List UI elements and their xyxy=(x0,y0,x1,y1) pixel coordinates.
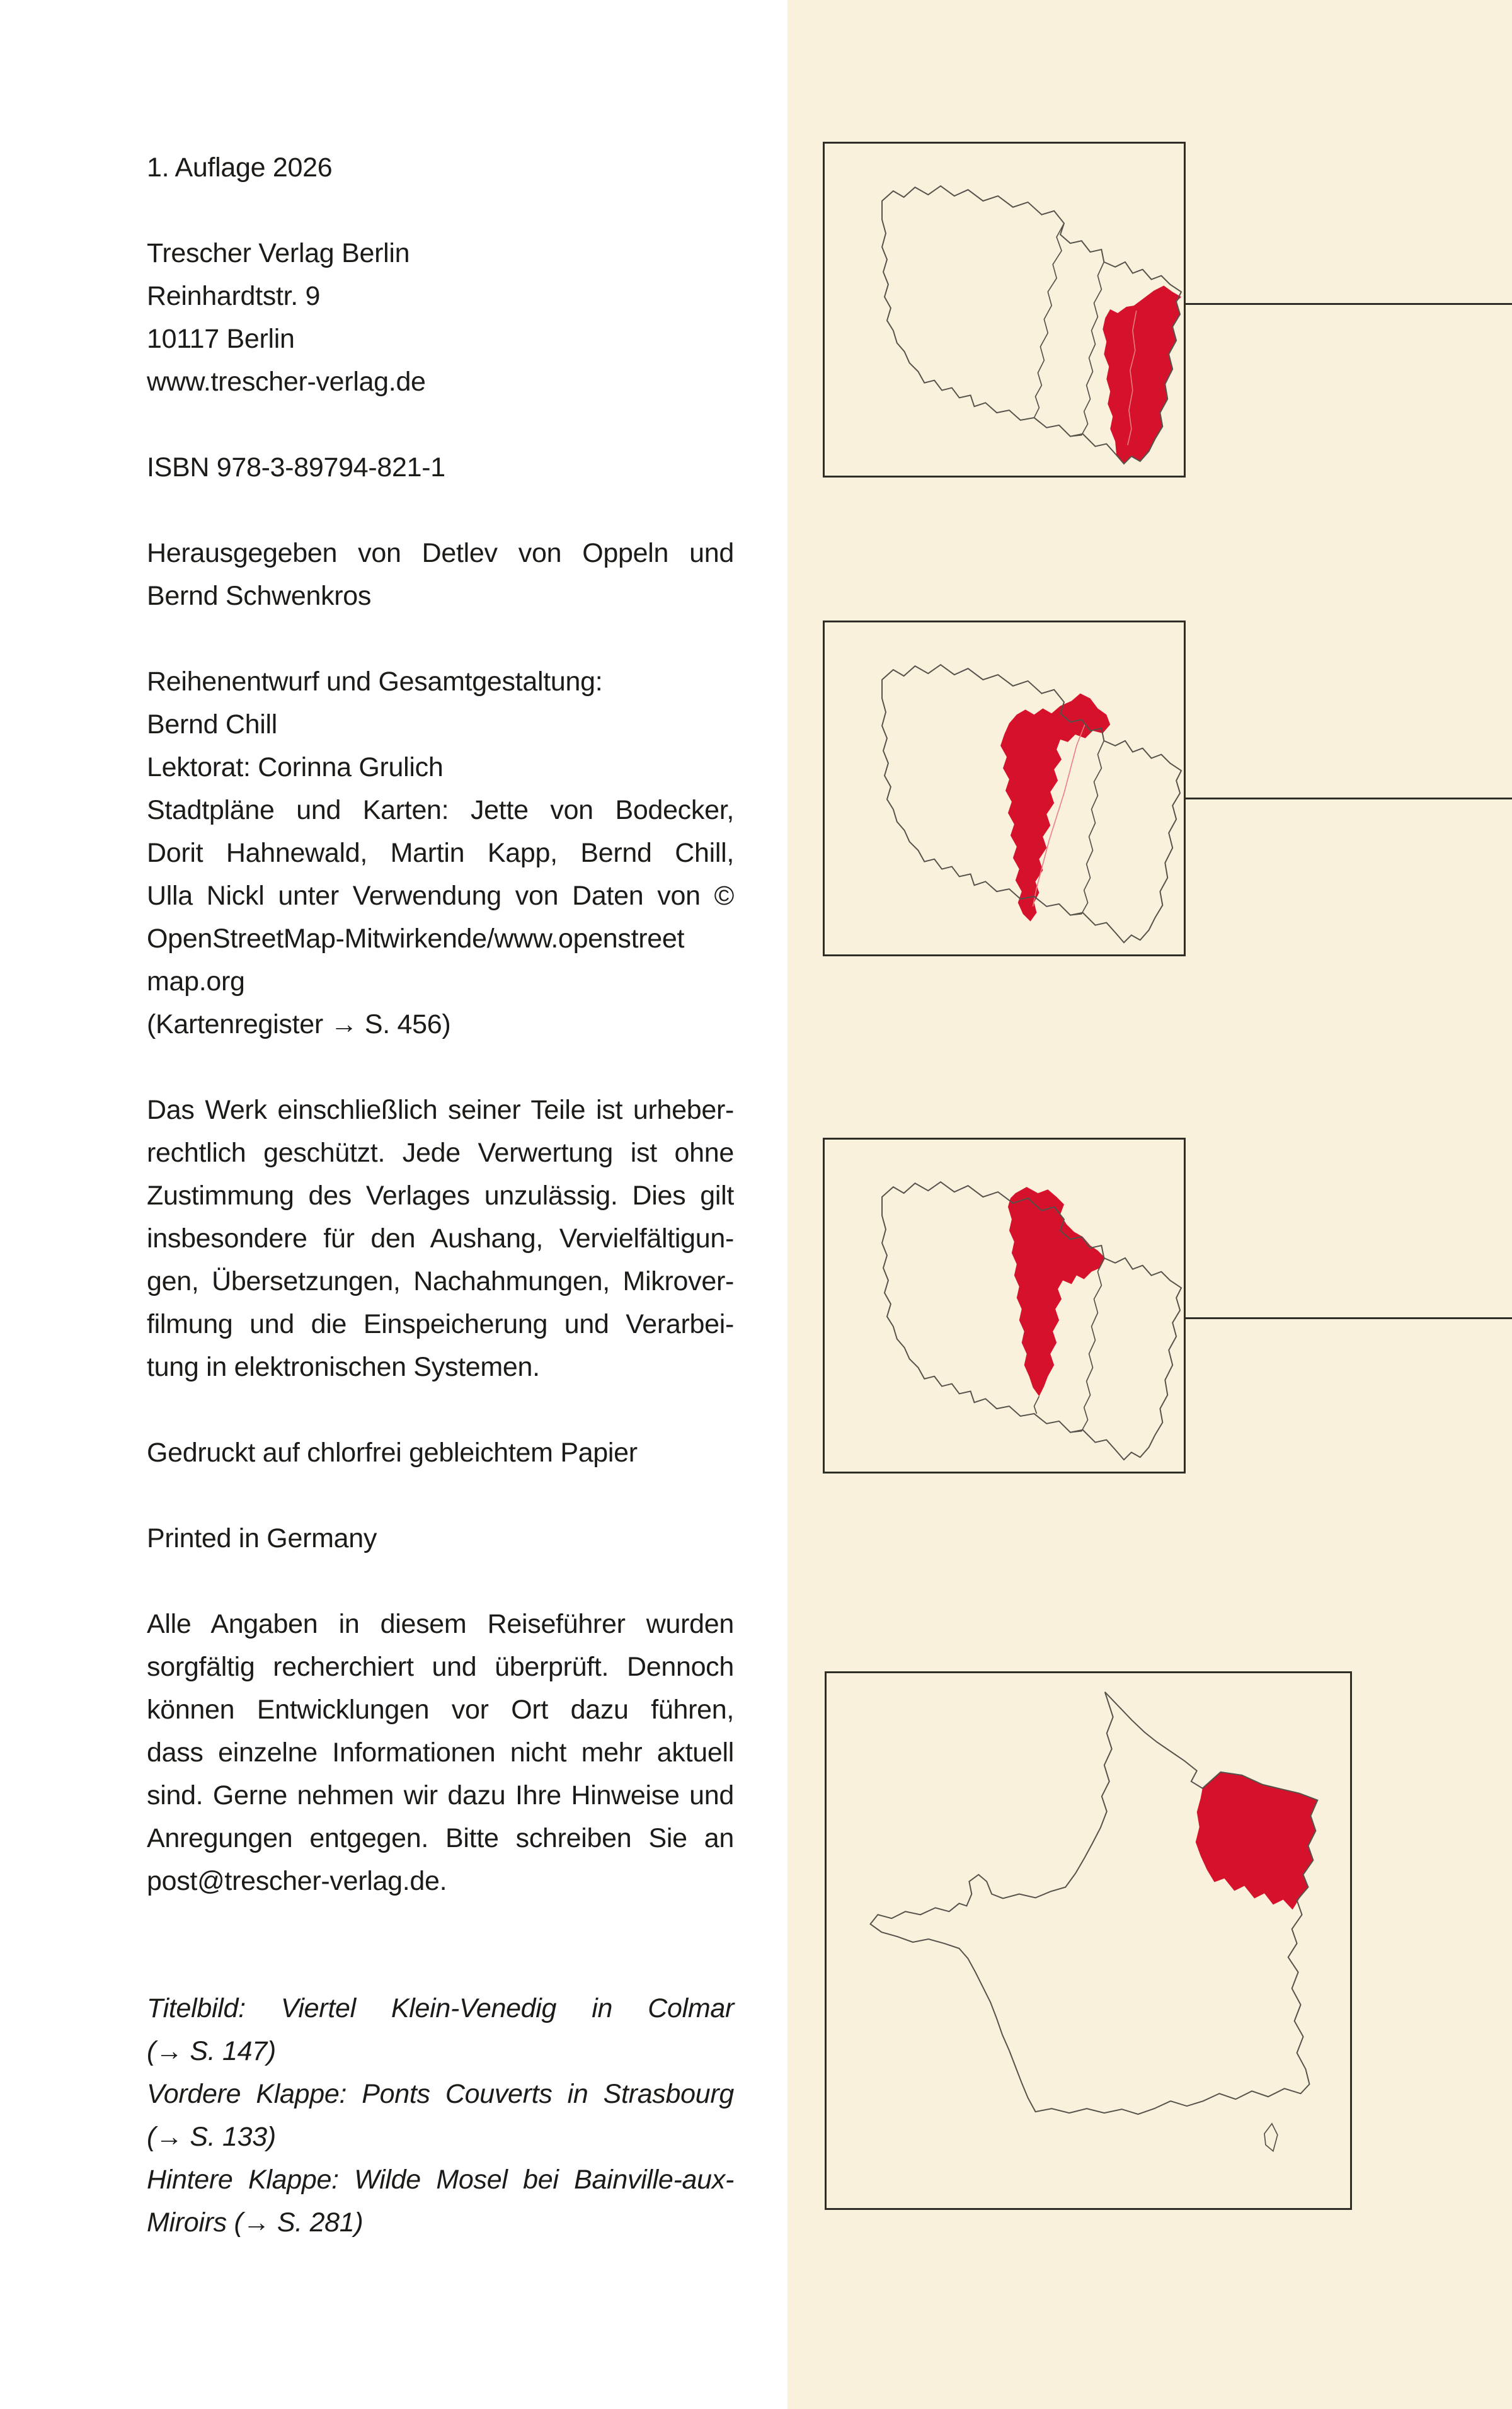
highlight-region-path xyxy=(1008,1187,1105,1396)
text-line: Anregungen entgegen. Bitte schreiben Sie an xyxy=(147,1823,734,1853)
credits-paragraph xyxy=(147,660,734,1046)
inner-border-east-path xyxy=(1070,741,1104,915)
text-line: Das Werk einschließlich seiner Teile ist urheber- xyxy=(147,1095,734,1125)
text-line: gen, Übersetzungen, Nachahmungen, Mikrover- xyxy=(147,1266,734,1296)
text-line: Bernd Schwenkros xyxy=(147,581,372,611)
inner-border-east-path xyxy=(1070,262,1104,437)
edition-line xyxy=(147,146,734,189)
inner-border-east-path xyxy=(1070,1258,1104,1433)
text-line: Reinhardtstr. 9 xyxy=(147,281,321,311)
editors-paragraph xyxy=(147,532,734,617)
text-line: sind. Gerne nehmen wir dazu Ihre Hinweise und xyxy=(147,1780,734,1811)
text-line: OpenStreetMap-Mitwirkende/www.openstreet xyxy=(147,924,685,954)
inner-border-west-path xyxy=(1034,224,1065,418)
text-line: Trescher Verlag Berlin xyxy=(147,238,410,268)
alsace-region-map xyxy=(825,622,1184,954)
copyright-paragraph xyxy=(147,1089,734,1388)
text-line: Lektorat: Corinna Grulich xyxy=(147,752,444,782)
text-line: map.org xyxy=(147,966,245,997)
highlight-region-path xyxy=(1000,694,1110,922)
text-line: tung in elektronischen Systemen. xyxy=(147,1352,540,1382)
text-line: filmung und die Einspeicherung und Verarbei- xyxy=(147,1309,734,1339)
text-line: 1. Auflage 2026 xyxy=(147,152,333,183)
map2-leader-line xyxy=(1184,798,1512,799)
text-line: Vordere Klappe: Ponts Couverts in Strasbourg xyxy=(147,2079,734,2109)
paper-note xyxy=(147,1431,734,1474)
text-line: www.trescher-verlag.de xyxy=(147,367,426,397)
moselle-region-map xyxy=(825,1140,1184,1472)
map-france-grand-est-box xyxy=(825,1671,1352,2210)
map-moselle-region-box xyxy=(823,1138,1186,1473)
isbn-line xyxy=(147,446,734,489)
text-line: können Entwicklungen vor Ort dazu führen, xyxy=(147,1695,734,1725)
text-line: Herausgegeben von Detlev von Oppeln und xyxy=(147,538,734,568)
text-line: Alle Angaben in diesem Reiseführer wurden xyxy=(147,1609,734,1639)
text-line: 10117 Berlin xyxy=(147,324,295,354)
text-line: ISBN 978-3-89794-821-1 xyxy=(147,452,445,483)
map-alsace-region-box xyxy=(823,621,1186,956)
text-line: sorgfältig recherchiert und überprüft. Dennoch xyxy=(147,1652,734,1682)
printed-note xyxy=(147,1517,734,1560)
map-alsace-strip-box xyxy=(823,142,1186,478)
alsace-strip-map xyxy=(825,144,1184,476)
text-line: Printed in Germany xyxy=(147,1523,377,1554)
text-line: Zustimmung des Verlages unzulässig. Dies gilt xyxy=(147,1181,734,1211)
inner-border-west-path xyxy=(1034,1396,1040,1414)
disclaimer-paragraph xyxy=(147,1603,734,1903)
text-line: (Kartenregister → S. 456) xyxy=(147,1009,451,1039)
text-line: post@trescher-verlag.de. xyxy=(147,1866,447,1896)
text-line: Dorit Hahnewald, Martin Kapp, Bernd Chill, xyxy=(147,838,734,868)
text-line: Reihenentwurf und Gesamtgestaltung: xyxy=(147,667,603,697)
text-line: dass einzelne Informationen nicht mehr aktuell xyxy=(147,1737,734,1768)
text-line: (→ S. 133) xyxy=(147,2122,276,2152)
france-grand-est-map xyxy=(827,1673,1350,2208)
text-line: insbesondere für den Aushang, Vervielfältigun- xyxy=(147,1223,734,1254)
text-line: Gedruckt auf chlorfrei gebleichtem Papier xyxy=(147,1438,638,1468)
map3-leader-line xyxy=(1184,1317,1512,1319)
text-line: Stadtpläne und Karten: Jette von Bodecker, xyxy=(147,795,734,825)
text-line: Titelbild: Viertel Klein-Venedig in Colmar xyxy=(147,1993,734,2023)
publisher-address xyxy=(147,232,734,403)
map1-leader-line xyxy=(1184,303,1512,305)
text-line: Ulla Nickl unter Verwendung von Daten von © xyxy=(147,881,734,911)
text-line: rechtlich geschützt. Jede Verwertung ist ohne xyxy=(147,1138,734,1168)
cover-notes xyxy=(147,1987,734,2244)
france-outline-path xyxy=(870,1692,1317,2114)
text-line: Miroirs (→ S. 281) xyxy=(147,2207,364,2238)
text-line: (→ S. 147) xyxy=(147,2036,276,2066)
corsica-island-path xyxy=(1264,2124,1278,2151)
text-line: Hintere Klappe: Wilde Mosel bei Bainville-aux- xyxy=(147,2165,734,2195)
text-line: Bernd Chill xyxy=(147,709,278,740)
